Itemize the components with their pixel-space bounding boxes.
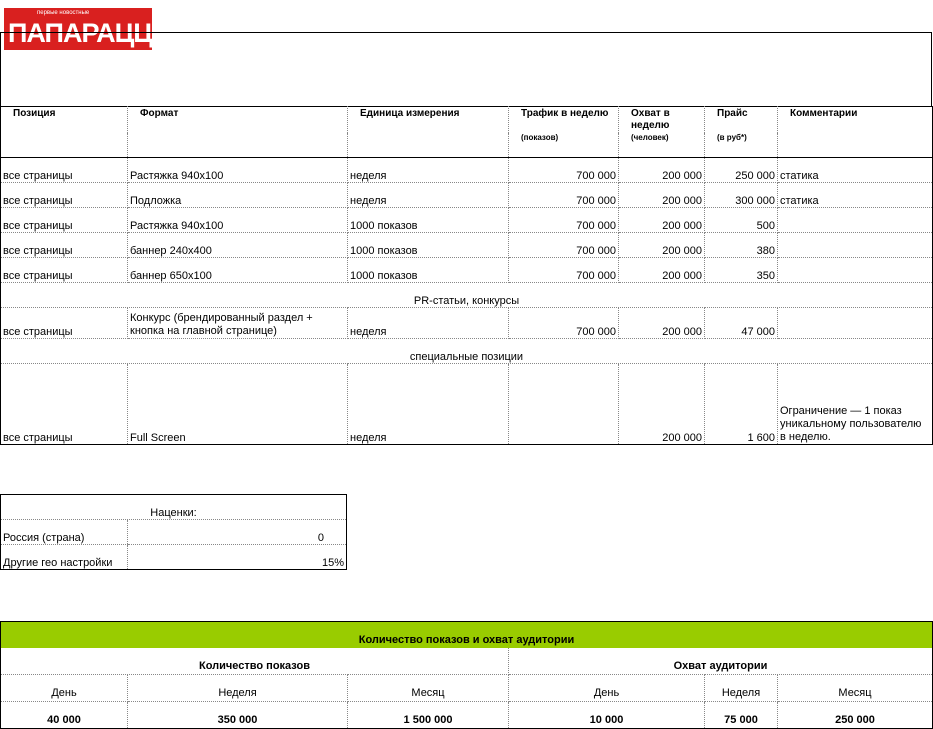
- col-week: Неделя: [128, 675, 348, 702]
- reach-group-label: Охват аудитории: [509, 648, 933, 675]
- table-row: все страницы Растяжка 940х100 неделя 700 000 200 000 250 000 статика: [1, 158, 933, 183]
- markups-title: Наценки:: [1, 495, 347, 520]
- col-header-format: Формат: [128, 106, 348, 133]
- table-row: все страницы баннер 240х400 1000 показов 700 000 200 000 380: [1, 233, 933, 258]
- col-header-position: Позиция: [1, 106, 128, 133]
- table-row: все страницы Full Screen неделя 200 000 1 600 Ограничение — 1 показ уникальному пользователю в неделю.: [1, 364, 933, 445]
- col-sub-reach: (человек): [619, 133, 705, 158]
- col-week: Неделя: [705, 675, 778, 702]
- col-month: Месяц: [778, 675, 933, 702]
- col-day: День: [1, 675, 128, 702]
- table-row: все страницы Растяжка 940х100 1000 показов 700 000 200 000 500: [1, 208, 933, 233]
- pricing-table: [0, 106, 933, 445]
- audience-title: Количество показов и охват аудитории: [1, 622, 933, 649]
- table-row: Другие гео настройки 15%: [1, 545, 347, 570]
- col-header-reach: Охват в неделю: [619, 106, 705, 133]
- table-row: Россия (страна) 0: [1, 520, 347, 545]
- value-cell: 10 000: [509, 702, 705, 729]
- value-cell: 1 500 000: [348, 702, 509, 729]
- audience-table: [0, 621, 933, 729]
- header-frame: [0, 32, 932, 107]
- value-cell: 250 000: [835, 714, 875, 726]
- section-row-special: специальные позиции: [1, 339, 933, 364]
- logo-tagline: первые новостные: [37, 10, 90, 16]
- table-row: все страницы баннер 650х100 1000 показов 700 000 200 000 350: [1, 258, 933, 283]
- table-row: все страницы Конкурс (брендированный раздел + кнопка на главной странице) неделя 700 000 200 000 47 000: [1, 308, 933, 339]
- value-cell: 40 000: [1, 702, 128, 729]
- col-month: Месяц: [348, 675, 509, 702]
- section-row-pr: PR-статьи, конкурсы: [1, 283, 933, 308]
- col-sub-traffic: (показов): [509, 133, 619, 158]
- impressions-group-label: Количество показов: [1, 648, 509, 675]
- value-cell: 75 000: [705, 702, 778, 729]
- markups-table: [0, 494, 347, 570]
- table-row: все страницы Подложка неделя 700 000 200 000 300 000 статика: [1, 183, 933, 208]
- col-sub-price: (в руб*): [705, 133, 778, 158]
- col-header-traffic: Трафик в неделю: [509, 106, 619, 133]
- col-header-unit: Единица измерения: [348, 106, 509, 133]
- value-cell: 350 000: [128, 702, 348, 729]
- col-header-price: Прайс: [705, 106, 778, 133]
- col-header-comments: Комментарии: [778, 106, 933, 133]
- logo-wordmark: ПАПАРАЦЦИ: [8, 18, 171, 48]
- col-day: День: [509, 675, 705, 702]
